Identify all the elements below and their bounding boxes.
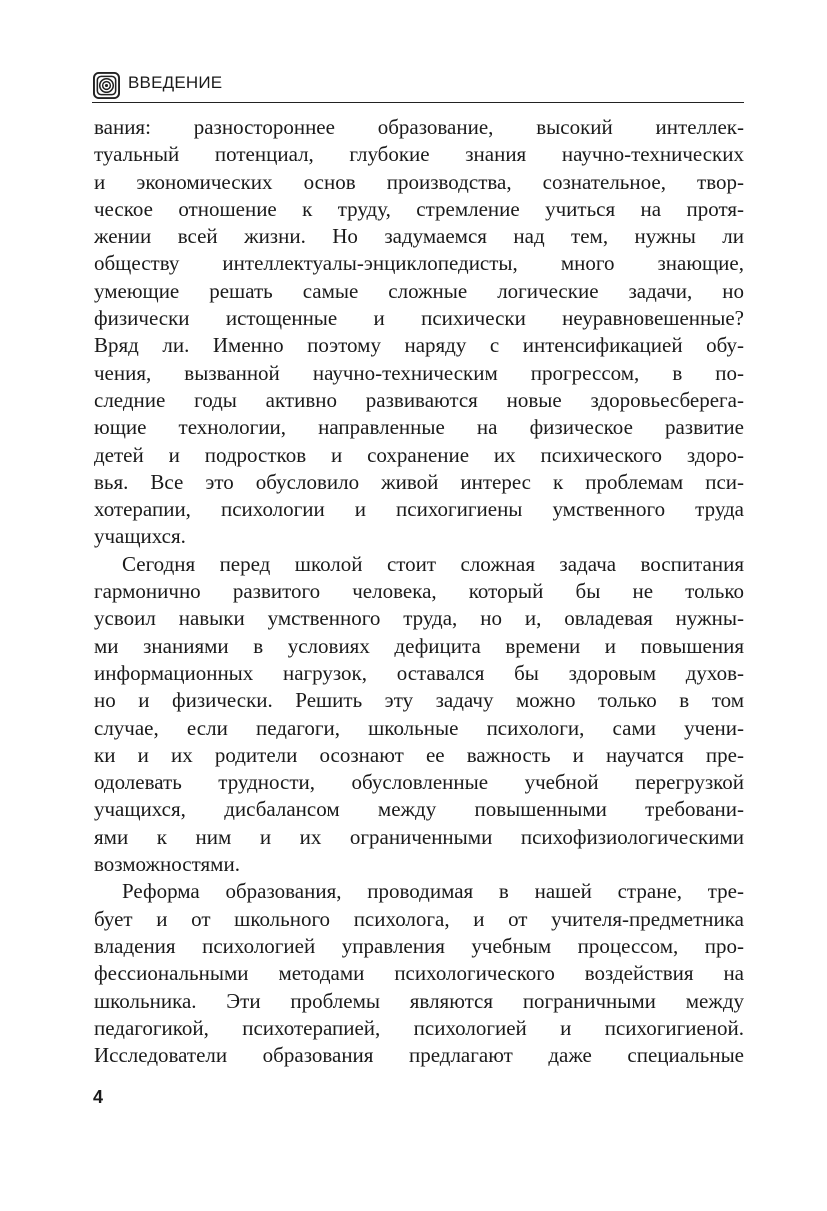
text-line: Вряд ли. Именно поэтому наряду с интенсификацией обу- xyxy=(94,333,744,358)
text-line: ми знаниями в условиях дефицита времени и повышения xyxy=(94,633,744,658)
text-line: следние годы активно развиваются новые здоровьесберега- xyxy=(94,387,744,412)
text-line: Реформа образования, проводимая в нашей стране, тре- xyxy=(122,879,744,904)
section-title: ВВЕДЕНИЕ xyxy=(128,73,223,92)
text-line: бует и от школьного психолога, и от учителя-предметника xyxy=(94,906,744,931)
text-line: вья. Все это обусловило живой интерес к проблемам пси- xyxy=(94,469,744,494)
text-line: возможностями. xyxy=(94,852,240,877)
text-line: ческое отношение к труду, стремление учиться на протя- xyxy=(94,196,744,221)
paragraph xyxy=(94,551,744,879)
text-line: усвоил навыки умственного труда, но и, овладевая нужны- xyxy=(94,606,744,631)
text-line: одолевать трудности, обусловленные учебной перегрузкой xyxy=(94,770,744,795)
text-line: умеющие решать самые сложные логические задачи, но xyxy=(94,278,744,303)
text-line: детей и подростков и сохранение их психического здоро- xyxy=(94,442,744,467)
text-line: чения, вызванной научно-техническим прогрессом, в по- xyxy=(94,360,744,385)
text-line: ки и их родители осознают ее важность и научатся пре- xyxy=(94,742,744,767)
text-line: учащихся, дисбалансом между повышенными требовани- xyxy=(94,797,744,822)
text-line: педагогикой, психотерапией, психологией и психогигиеной. xyxy=(94,1015,744,1040)
text-line: хотерапии, психологии и психогигиены умственного труда xyxy=(94,497,744,522)
text-line: фессиональными методами психологического воздействия на xyxy=(94,961,744,986)
concentric-rings-icon xyxy=(93,72,120,99)
paragraph xyxy=(94,878,744,1069)
text-line: жении всей жизни. Но задумаемся над тем, нужны ли xyxy=(94,224,744,249)
text-line: и экономических основ производства, сознательное, твор- xyxy=(94,169,744,194)
text-line: Исследователи образования предлагают даже специальные xyxy=(94,1043,744,1068)
text-line: обществу интеллектуалы-энциклопедисты, много знающие, xyxy=(94,251,744,276)
text-line: ями к ним и их ограниченными психофизиологическими xyxy=(94,824,744,849)
text-line: учащихся. xyxy=(94,524,186,549)
body-text xyxy=(94,114,744,1069)
text-line: информационных нагрузок, оставался бы здоровым духов- xyxy=(94,660,744,685)
text-line: физически истощенные и психически неуравновешенные? xyxy=(94,306,744,331)
text-line: туальный потенциал, глубокие знания научно-технических xyxy=(94,142,744,167)
running-header xyxy=(92,70,744,103)
text-line: гармонично развитого человека, который бы не только xyxy=(94,579,744,604)
text-line: вания: разностороннее образование, высокий интеллек- xyxy=(94,115,744,139)
text-line: школьника. Эти проблемы являются пограничными между xyxy=(94,988,744,1013)
text-line: случае, если педагоги, школьные психологи, сами учени- xyxy=(94,715,744,740)
page-number: 4 xyxy=(93,1087,104,1107)
text-line: Сегодня перед школой стоит сложная задача воспитания xyxy=(122,551,744,576)
text-line: владения психологией управления учебным процессом, про- xyxy=(94,933,744,958)
paragraph xyxy=(94,114,744,551)
text-line: ющие технологии, направленные на физическое развитие xyxy=(94,415,744,440)
text-line: но и физически. Решить эту задачу можно только в том xyxy=(94,688,744,713)
